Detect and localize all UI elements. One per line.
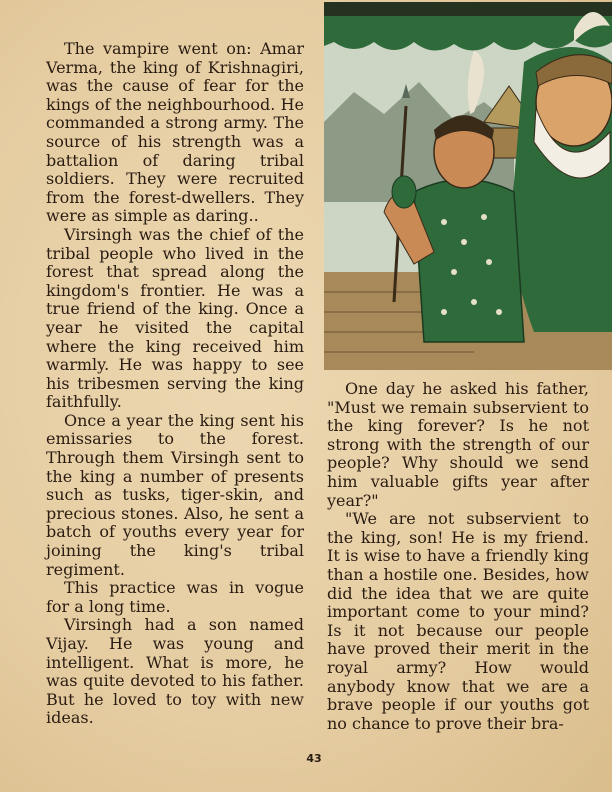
paragraph: One day he asked his father, "Must we remain subservient to the king forever? Is he not strong with the strength of our people? Why should we send him valuable gifts year after year?" xyxy=(327,379,589,510)
paragraph: This practice was in vogue for a long time. xyxy=(46,578,304,616)
story-illustration xyxy=(324,2,612,370)
page-number: 43 xyxy=(306,752,322,765)
paragraph: Once a year the king sent his emissaries to the forest. Through them Virsingh sent to the king a number of presents such as tusks, tiger-skin, and precious stones. Also, he sent a batch of youths every year for joining the king's tribal regiment. xyxy=(46,410,304,579)
right-text-column xyxy=(327,380,589,733)
paragraph: The vampire went on: Amar Verma, the king of Krishnagiri, was the cause of fear for the kings of the neighbourhood. He commanded a strong army. The source of his strength was a battalion of daring tribal soldiers. They were recruited from the forest-dwellers. They were as simple as daring.. xyxy=(46,39,304,226)
paragraph: Virsingh was the chief of the tribal people who lived in the forest that spread along the kingdom's frontier. He was a true friend of the king. Once a year he visited the capital where the king received him warmly. He was happy to see his tribesmen serving the king faithfully. xyxy=(46,224,304,412)
paragraph: "We are not subservient to the king, son! He is my friend. It is wise to have a friendly king than a hostile one. Besides, how did the idea that we are quite important come to your mind? Is it not because our people have proved their merit in the royal army? How would anybody know that we are a brave people if our youths got no chance to prove their bra- xyxy=(327,509,589,733)
left-text-column xyxy=(46,40,304,728)
paragraph: Virsingh had a son named Vijay. He was young and intelligent. What is more, he was quite devoted to his father. But he loved to toy with new ideas. xyxy=(46,615,304,728)
